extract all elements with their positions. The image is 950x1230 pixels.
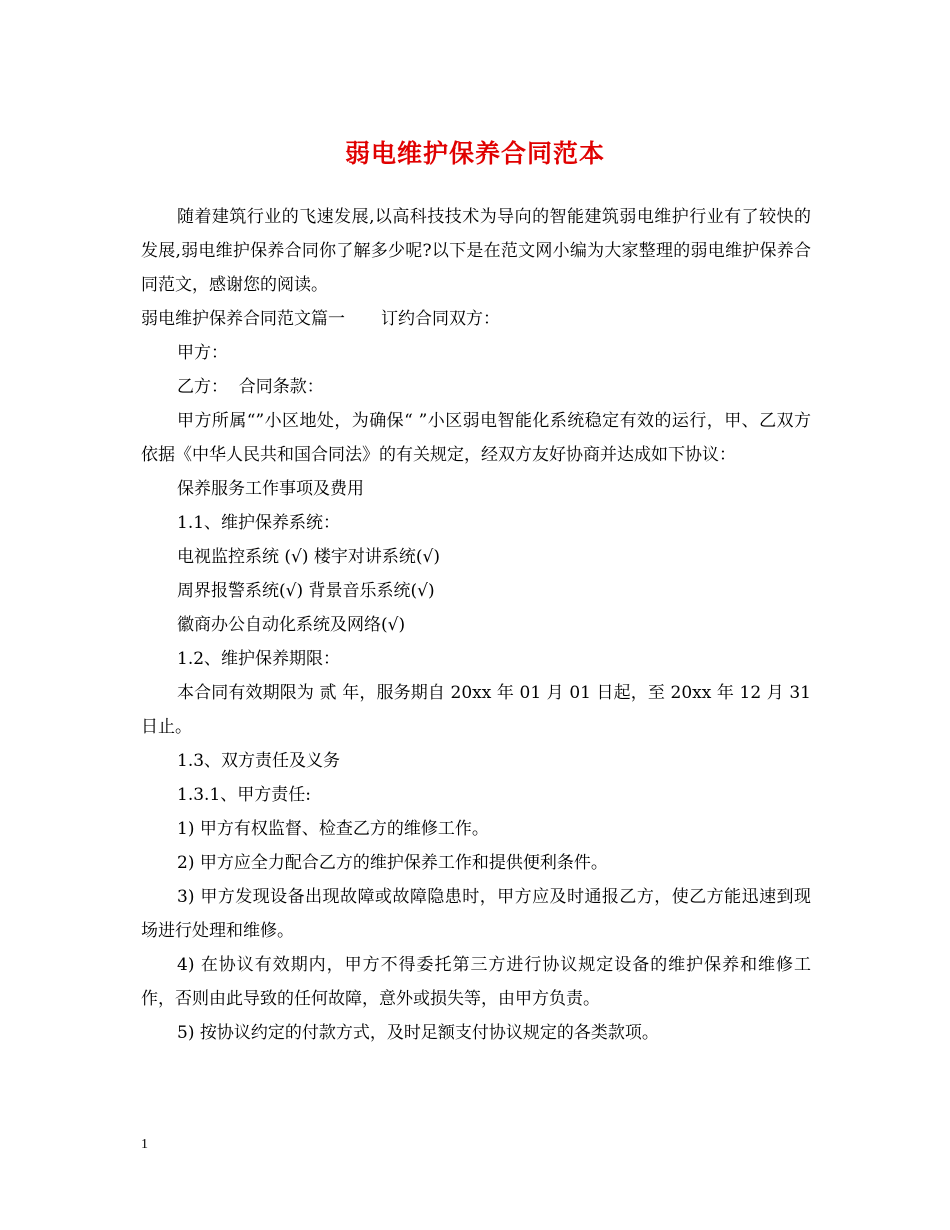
paragraph-item-4: 4) 在协议有效期内，甲方不得委托第三方进行协议规定设备的维护保养和维修工作，否则由此导致的任何故障，意外或损失等，由甲方负责。 xyxy=(141,955,811,1009)
paragraph-intro: 随着建筑行业的飞速发展,以高科技技术为导向的智能建筑弱电维护行业有了较快的发展,弱电维护保养合同你了解多少呢?以下是在范文网小编为大家整理的弱电维护保养合同范文，感谢您的阅读。 xyxy=(141,207,811,295)
paragraph-item-1: 1) 甲方有权监督、检查乙方的维修工作。 xyxy=(177,819,489,839)
paragraph-item-2: 2) 甲方应全力配合乙方的维护保养工作和提供便利条件。 xyxy=(177,853,608,873)
paragraph-item-3: 3) 甲方发现设备出现故障或故障隐患时，甲方应及时通报乙方，使乙方能迅速到现场进行处理和维修。 xyxy=(141,887,811,941)
paragraph-party-a: 甲方： xyxy=(177,343,228,363)
paragraph-1-1: 1.1、维护保养系统： xyxy=(177,513,341,533)
paragraph-1-3-1: 1.3.1、甲方责任: xyxy=(177,785,311,805)
paragraph-systems-2: 周界报警系统(√) 背景音乐系统(√) xyxy=(177,581,435,601)
paragraph-party-b: 乙方： 合同条款： xyxy=(177,377,324,397)
paragraph-systems-3: 徽商办公自动化系统及网络(√) xyxy=(177,615,406,635)
document-title: 弱电维护保养合同范本 xyxy=(344,139,605,168)
paragraph-1-2: 1.2、维护保养期限： xyxy=(177,649,341,669)
contract-parties-label: 订约合同双方： xyxy=(381,309,500,329)
paragraph-term: 本合同有效期限为 贰 年，服务期自 20xx 年 01 月 01 日起，至 20xx 年 12 月 31 日止。 xyxy=(141,683,811,737)
paragraph-section-heading xyxy=(141,302,811,336)
paragraph-1-3: 1.3、双方责任及义务 xyxy=(177,751,341,771)
paragraph-item-5: 5) 按协议约定的付款方式，及时足额支付协议规定的各类款项。 xyxy=(177,1023,659,1043)
document-body xyxy=(141,200,811,1050)
section-heading-text: 弱电维护保养合同范文篇一 xyxy=(141,309,345,329)
page-number: 1 xyxy=(141,1137,148,1152)
paragraph-agreement: 甲方所属“”小区地处，为确保“ ”小区弱电智能化系统稳定有效的运行，甲、乙双方依据《中华人民共和国合同法》的有关规定，经双方友好协商并达成如下协议： xyxy=(141,411,811,465)
paragraph-service-items: 保养服务工作事项及费用 xyxy=(177,479,364,499)
paragraph-systems-1: 电视监控系统 (√) 楼宇对讲系统(√) xyxy=(177,547,441,567)
